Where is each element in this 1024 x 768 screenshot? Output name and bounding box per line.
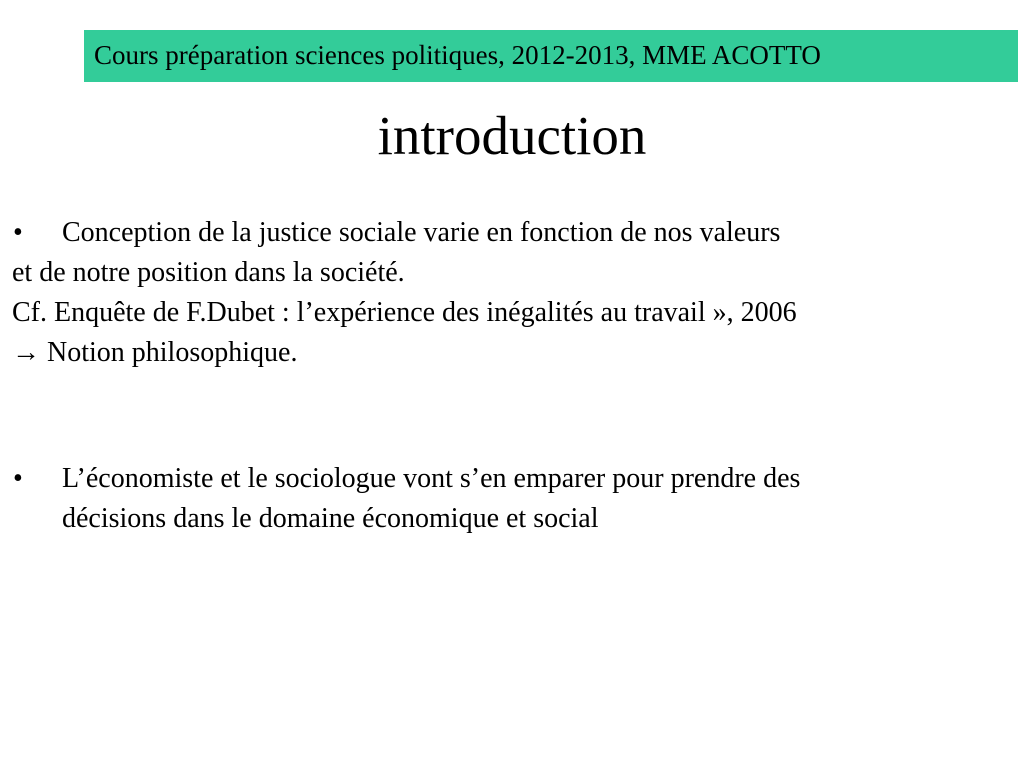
bullet-block-economist	[0, 459, 1024, 539]
bullet-block-justice	[0, 213, 1024, 373]
bullet-item	[0, 459, 1024, 499]
bullet-text: L’économiste et le sociologue vont s’en emparer pour prendre des	[62, 463, 801, 494]
text-line: décisions dans le domaine économique et social	[62, 503, 599, 534]
header-banner	[84, 30, 1018, 82]
bullet-item	[0, 213, 1024, 253]
slide-title: introduction	[377, 105, 647, 166]
bullet-text: Conception de la justice sociale varie en fonction de nos valeurs	[62, 217, 781, 248]
text-line: et de notre position dans la société.	[12, 257, 405, 288]
bullet-icon: •	[13, 217, 23, 248]
bullet-icon: •	[13, 463, 23, 494]
header-banner-text: Cours préparation sciences politiques, 2012-2013, MME ACOTTO	[94, 40, 821, 70]
text-line: Cf. Enquête de F.Dubet : l’expérience des inégalités au travail », 2006	[12, 297, 797, 328]
text-line: → Notion philosophique.	[12, 337, 298, 368]
